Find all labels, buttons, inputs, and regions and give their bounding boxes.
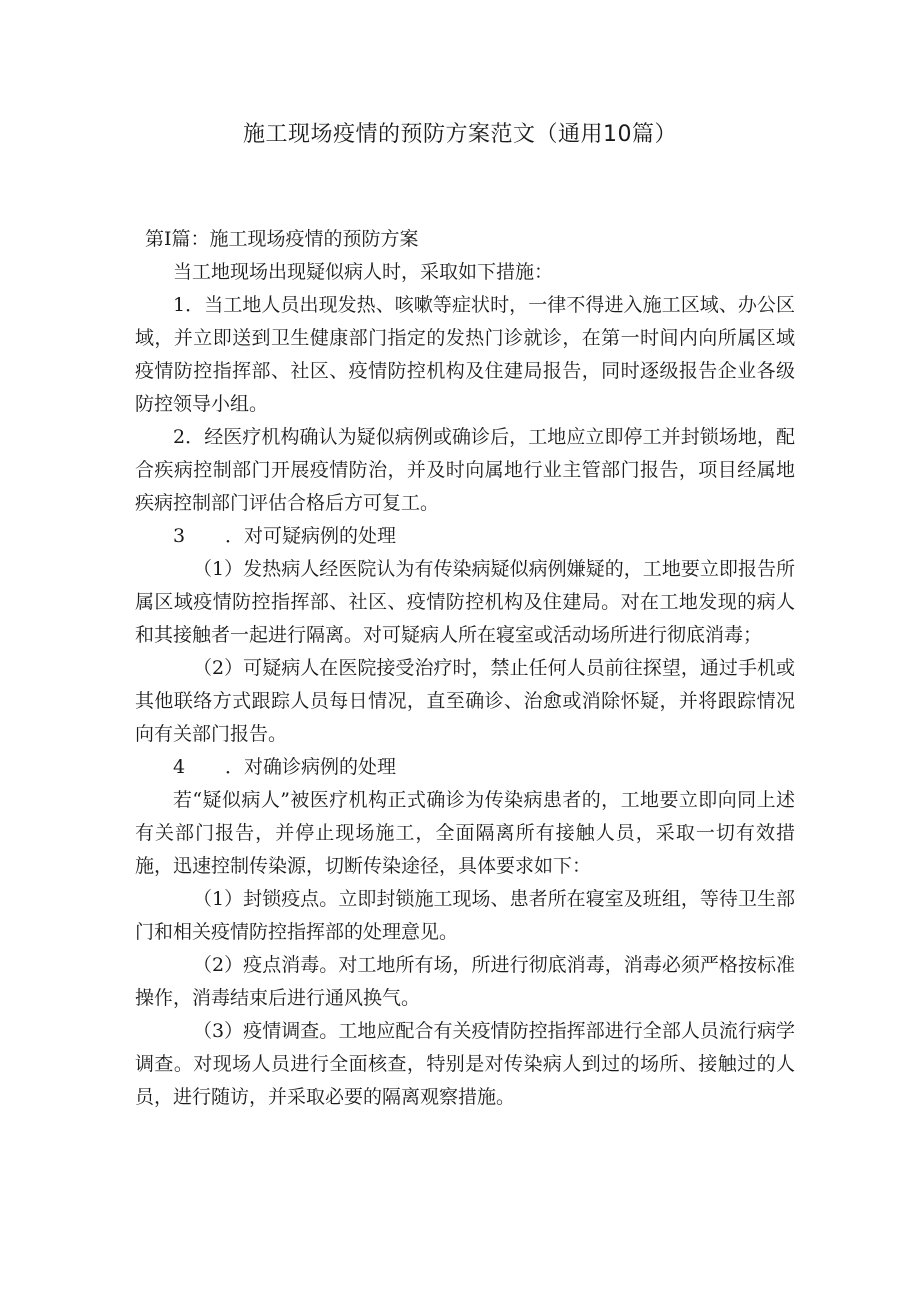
paragraph-item-1: 1．当工地人员出现发热、咳嗽等症状时，一律不得进入施工区域、办公区域，并立即送到卫生健康部门指定的发热门诊就诊，在第一时间内向所属区域疫情防控指挥部、社区、疫情防控机构及住建局报告，同时逐级报告企业各级防控领导小组。 [135, 294, 795, 415]
paragraph-item-4-2: （2）疫点消毒。对工地所有场，所进行彻底消毒，消毒必须严格按标准操作，消毒结束后进行通风换气。 [135, 954, 795, 1009]
paragraph-intro: 当工地现场出现疑似病人时，采取如下措施： [173, 261, 554, 283]
paragraph-item-4-intro: 若“疑似病人”被医疗机构正式确诊为传染病患者的，工地要立即向同上述有关部门报告，并停止现场施工，全面隔离所有接触人员，采取一切有效措施，迅速控制传染源，切断传染途径，具体要求如下： [135, 789, 795, 877]
paragraph-item-4-heading [135, 751, 795, 784]
paragraph-item-4-1: （1）封锁疫点。立即封锁施工现场、患者所在寝室及班组，等待卫生部门和相关疫情防控指挥部的处理意见。 [135, 888, 795, 943]
paragraph-item-3-1: （1）发热病人经医院认为有传染病疑似病例嫌疑的，工地要立即报告所属区域疫情防控指挥部、社区、疫情防控机构及住建局。对在工地发现的病人和其接触者一起进行隔离。对可疑病人所在寝室或活动场所进行彻底消毒； [135, 558, 795, 646]
paragraph-item-2: 2．经医疗机构确认为疑似病例或确诊后，工地应立即停工并封锁场地，配合疾病控制部门开展疫情防治，并及时向属地行业主管部门报告，项目经属地疾病控制部门评估合格后方可复工。 [135, 426, 795, 514]
document-body [135, 223, 795, 1114]
paragraph-item-3-2: （2）可疑病人在医院接受治疗时，禁止任何人员前往探望，通过手机或其他联络方式跟踪人员每日情况，直至确诊、治愈或消除怀疑，并将跟踪情况向有关部门报告。 [135, 657, 795, 745]
item-4-number: 4 [173, 756, 186, 778]
paragraph-item-4-3: （3）疫情调查。工地应配合有关疫情防控指挥部进行全部人员流行病学调查。对现场人员进行全面核查，特别是对传染病人到过的场所、接触过的人员，进行随访，并采取必要的隔离观察措施。 [135, 1020, 795, 1108]
item-3-number: 3 [173, 525, 186, 547]
paragraph-item-3-heading [135, 520, 795, 553]
item-4-text: ．对确诊病例的处理 [225, 756, 397, 778]
section-heading: 第I篇：施工现场疫情的预防方案 [145, 228, 419, 250]
document-title: 施工现场疫情的预防方案范文（通用10篇） [243, 122, 677, 147]
item-3-text: ．对可疑病例的处理 [225, 525, 397, 547]
